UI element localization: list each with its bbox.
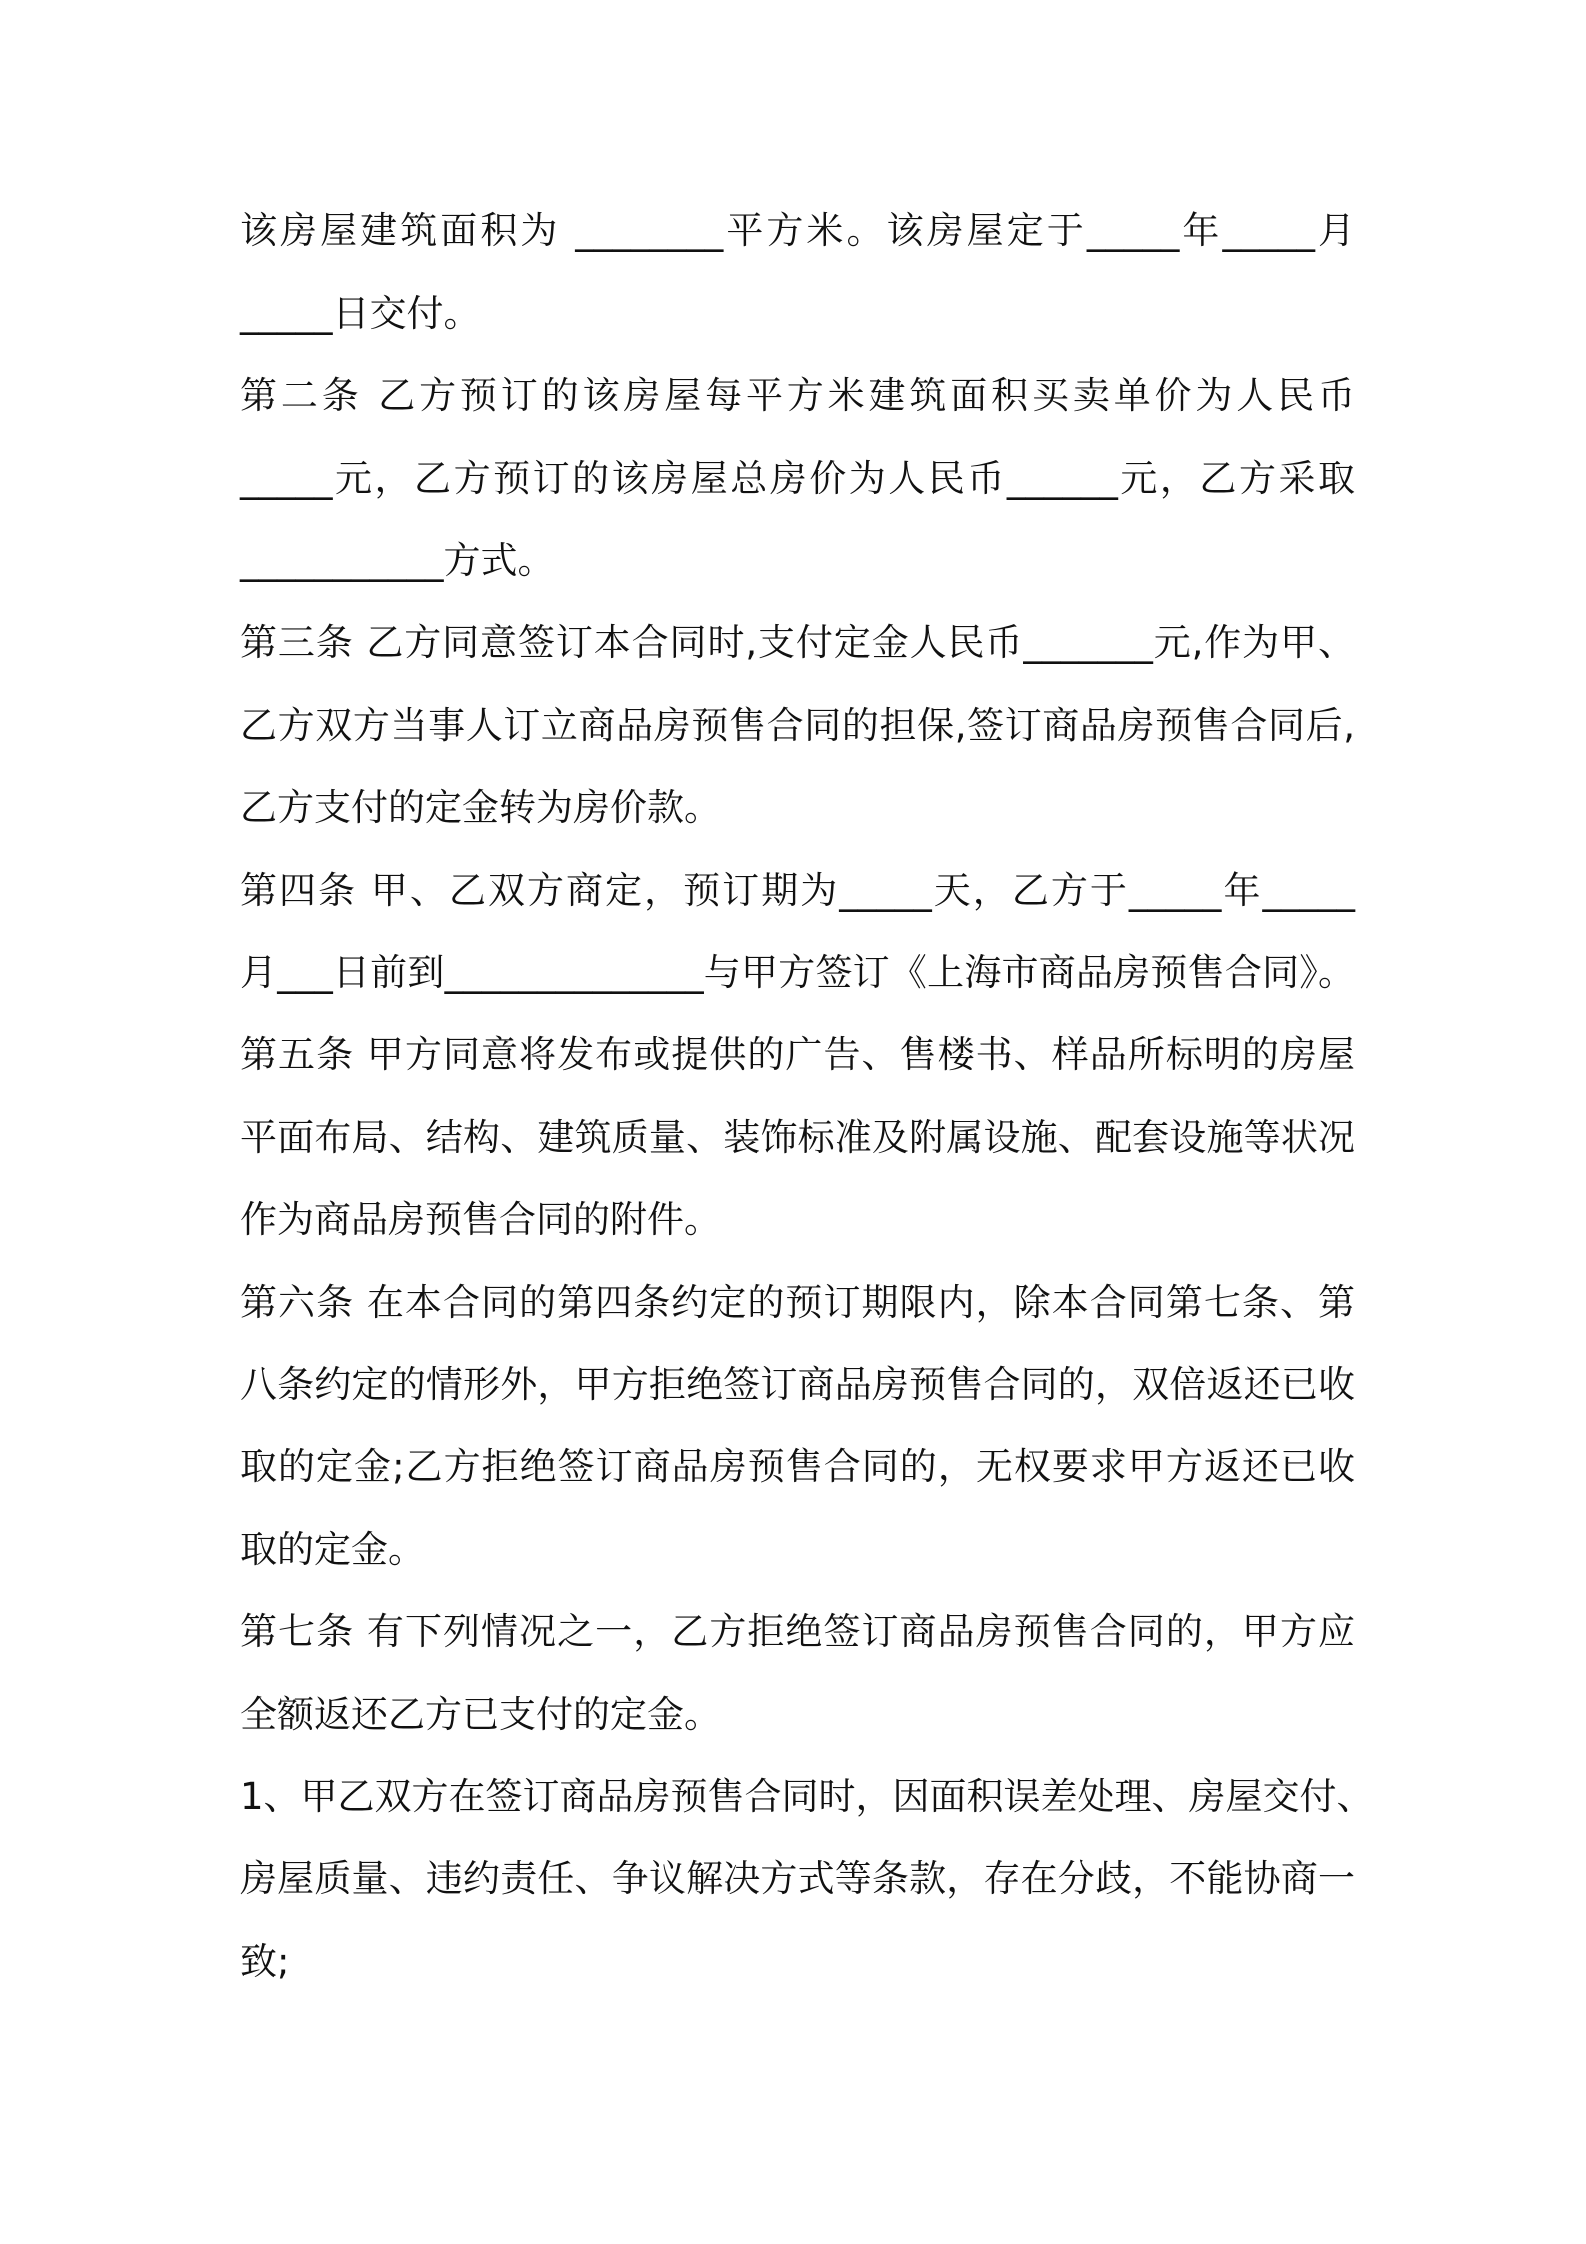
article-3: 第三条 乙方同意签订本合同时,支付定金人民币_______元,作为甲、: [240, 621, 1355, 664]
text-line: 平面布局、结构、建筑质量、装饰标准及附属设施、配套设施等状况: [240, 1116, 1355, 1159]
text-line: _____日交付。: [240, 292, 481, 335]
text-line: _____元，乙方预订的该房屋总房价为人民币______元，乙方采取: [240, 457, 1355, 500]
article-4: 第四条 甲、乙双方商定，预订期为_____天，乙方于_____年_____: [240, 869, 1355, 912]
text-line: 乙方双方当事人订立商品房预售合同的担保,签订商品房预售合同后,: [240, 704, 1355, 747]
text-line: 月___日前到______________与甲方签订《上海市商品房预售合同》。: [240, 951, 1355, 994]
article-5: 第五条 甲方同意将发布或提供的广告、售楼书、样品所标明的房屋: [240, 1033, 1355, 1076]
text-line: 全额返还乙方已支付的定金。: [240, 1693, 721, 1736]
article-2: 第二条 乙方预订的该房屋每平方米建筑面积买卖单价为人民币: [240, 374, 1355, 417]
clause-1: 1、甲乙双方在签订商品房预售合同时，因面积误差处理、房屋交付、: [240, 1775, 1374, 1818]
text-line: 作为商品房预售合同的附件。: [240, 1198, 721, 1241]
text-line: 房屋质量、违约责任、争议解决方式等条款，存在分歧，不能协商一: [240, 1857, 1355, 1900]
text-line: 致;: [240, 1940, 290, 1983]
text-line: 取的定金;乙方拒绝签订商品房预售合同的，无权要求甲方返还已收: [240, 1445, 1355, 1488]
text-line: 乙方支付的定金转为房价款。: [240, 786, 721, 829]
text-line: 该房屋建筑面积为 ________平方米。该房屋定于_____年_____月: [240, 209, 1355, 252]
article-7: 第七条 有下列情况之一，乙方拒绝签订商品房预售合同的，甲方应: [240, 1610, 1355, 1653]
text-line: 八条约定的情形外，甲方拒绝签订商品房预售合同的，双倍返还已收: [240, 1363, 1355, 1406]
text-line: 取的定金。: [240, 1528, 425, 1571]
article-6: 第六条 在本合同的第四条约定的预订期限内，除本合同第七条、第: [240, 1281, 1355, 1324]
text-line: ___________方式。: [240, 539, 555, 582]
